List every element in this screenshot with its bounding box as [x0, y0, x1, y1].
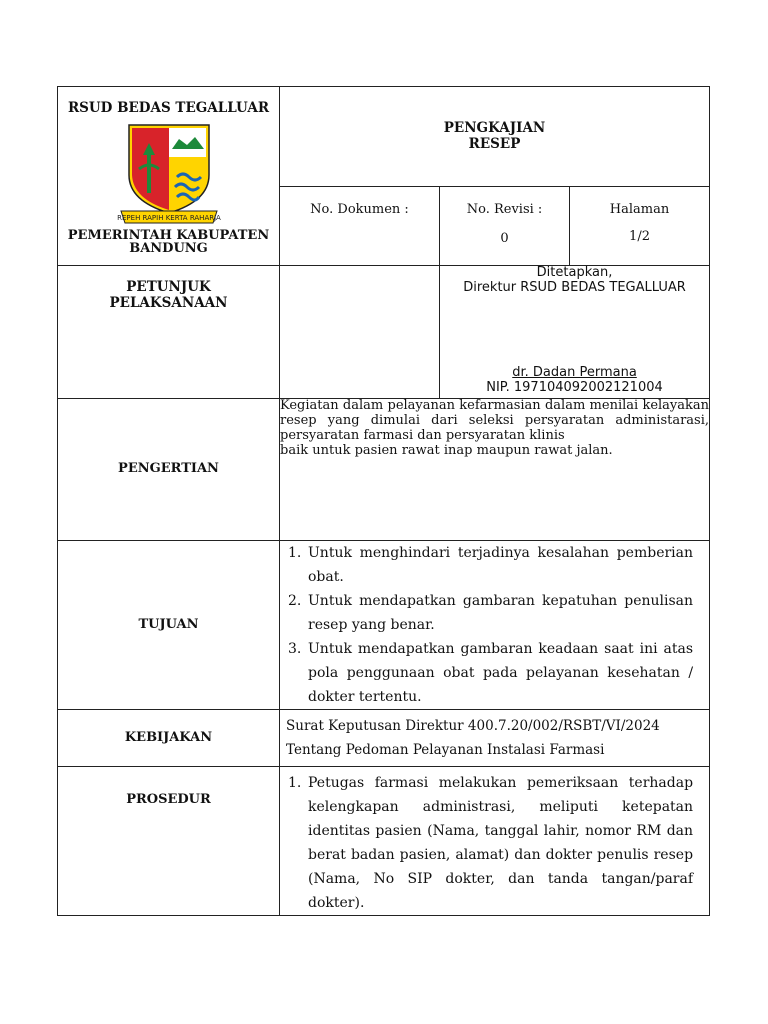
prosedur-item — [280, 771, 693, 915]
tujuan-item-number: 1. — [288, 545, 302, 561]
approval-cell — [440, 266, 710, 399]
section-label-prosedur: PROSEDUR — [58, 767, 280, 916]
pengertian-paragraph-2: baik untuk pasien rawat inap maupun rawat jalan. — [280, 442, 613, 458]
section-label-tujuan: TUJUAN — [58, 541, 280, 710]
hospital-identity-cell — [58, 87, 280, 266]
svg-text:REPEH RAPIH KERTA RAHARJA: REPEH RAPIH KERTA RAHARJA — [116, 213, 221, 222]
document-title-line2: RESEP — [468, 135, 521, 152]
page-cell — [570, 187, 710, 266]
prosedur-list — [280, 771, 709, 915]
revision-label: No. Revisi : — [466, 202, 543, 217]
pengertian-content — [280, 399, 710, 541]
pengertian-paragraph: Kegiatan dalam pelayanan kefarmasian dalam menilai kelayakan resep yang dimulai dari seleksi persyaratan administarasi, persyaratan farmasi dan persyaratan klinis — [280, 398, 710, 443]
tujuan-item-text: Untuk mendapatkan gambaran keadaan saat ini atas pola penggunaan obat pada pelayanan kesehatan / dokter tertentu. — [308, 641, 694, 705]
government-name-line1: PEMERINTAH KABUPATEN — [67, 227, 270, 243]
document-number-cell — [280, 187, 440, 266]
document-number-label: No. Dokumen : — [310, 202, 409, 217]
kebijakan-content — [280, 710, 710, 767]
section-label-line2: PELAKSANAAN — [109, 294, 228, 311]
tujuan-item-text: Untuk mendapatkan gambaran kepatuhan penulisan resep yang benar. — [308, 593, 694, 633]
tujuan-item — [280, 541, 693, 589]
tujuan-item — [280, 637, 693, 709]
signatory-nip: NIP. 197104092002121004 — [486, 380, 663, 396]
approval-position: Direktur RSUD BEDAS TEGALLUAR — [463, 279, 686, 295]
prosedur-content — [280, 767, 710, 916]
prosedur-item-text: Petugas farmasi melakukan pemeriksaan terhadap kelengkapan administrasi, meliputi ketepatan identitas pasien (Nama, tanggal lahir, nomor RM dan berat badan pasien, alamat) dan dokter penulis resep (Nama, No SIP dokter, dan tanda tangan/paraf dokter). — [308, 775, 694, 911]
section-label-kebijakan: KEBIJAKAN — [58, 710, 280, 767]
revision-value: 0 — [500, 230, 509, 246]
section-label-line1: PETUNJUK — [126, 279, 211, 295]
kebijakan-line1: Surat Keputusan Direktur 400.7.20/002/RSBT/VI/2024 — [286, 718, 660, 734]
tujuan-item-number: 3. — [288, 641, 302, 657]
prosedur-item-number: 1. — [288, 775, 302, 791]
empty-approval-cell — [280, 266, 440, 399]
page-label: Halaman — [609, 202, 670, 217]
tujuan-list — [280, 541, 709, 709]
section-label-pengertian: PENGERTIAN — [58, 399, 280, 541]
approval-stated: Ditetapkan, — [536, 265, 613, 280]
document-title-line1: PENGKAJIAN — [443, 119, 546, 136]
regency-crest-icon — [109, 121, 229, 227]
page-value: 1/2 — [629, 228, 650, 244]
tujuan-item-number: 2. — [288, 593, 302, 609]
government-name-line2: BANDUNG — [129, 241, 208, 257]
kebijakan-line2: Tentang Pedoman Pelayanan Instalasi Farmasi — [286, 742, 605, 758]
hospital-name: RSUD BEDAS TEGALLUAR — [67, 100, 270, 116]
signatory-name: dr. Dadan Permana — [512, 365, 637, 381]
tujuan-item-text: Untuk menghindari terjadinya kesalahan pemberian obat. — [308, 545, 694, 585]
section-label-petunjuk — [58, 266, 280, 399]
revision-cell — [440, 187, 570, 266]
tujuan-item — [280, 589, 693, 637]
document-title-cell — [280, 87, 710, 187]
sop-document-table — [57, 86, 710, 916]
tujuan-content — [280, 541, 710, 710]
